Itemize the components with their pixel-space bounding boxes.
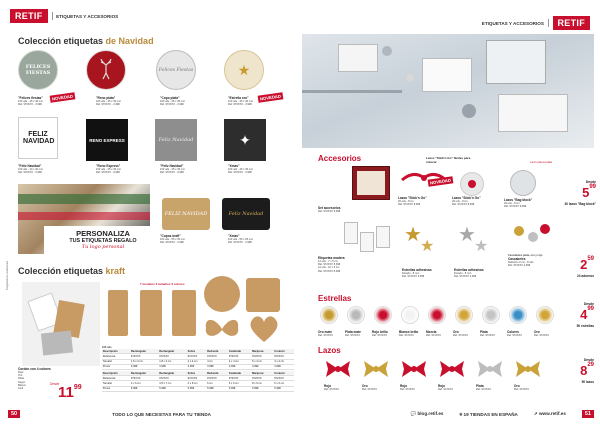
kraft-tags-photo [22, 282, 100, 366]
kraft-table-cell: 972XXX [130, 376, 158, 381]
footer-tagline: TODO LO QUE NECESITAS PARA TU TIENDA [112, 411, 211, 417]
bow-star-icon [455, 306, 473, 324]
label-xmas-dark: Feliz Navidad [222, 198, 270, 230]
kraft-butterfly [204, 316, 240, 342]
kraft-table-cell: 3,99€ [251, 364, 273, 369]
cordon-color: Oro [18, 374, 23, 378]
caption-7: "Feliz Navidad" 100 uds - 45 x 45 mm Ref. 970XXX - 3,99€ [160, 164, 186, 175]
kraft-table-cell: 5,99€ [159, 386, 187, 391]
kraft-table-cell: 5,99€ [187, 386, 207, 391]
bow-star-icon [509, 306, 527, 324]
price-from: Desde [50, 382, 60, 386]
estrellas-caption-2: Estrellas adhesivas Dorado - 8 mm Ref. 972XXX 3,99€ [454, 268, 484, 279]
wood-tag-1 [344, 222, 358, 244]
kraft-table-cell: 4 x 8 cm [187, 381, 207, 386]
section-label: ETIQUETAS Y ACCESORIOS [481, 20, 544, 26]
caption-10: "Xmas" 100 uds - 55 x 35 mm Ref. 970XXX - 3,99€ [228, 234, 254, 245]
bagblock-caption: Lazos "Bag block" 30 uds - 8 cm Ref. 972XXX 9,99€ [504, 198, 533, 209]
kraft-rect-2 [140, 290, 162, 336]
blog-link[interactable]: 💬 blog.retif.es [410, 411, 444, 416]
stickngo-caption-2: Lazos "Stick'n Go" 20 uds - 8 cm Ref. 972XXX 8,99€ [452, 196, 481, 207]
wood-tag-2 [360, 232, 374, 252]
kraft-table-cell: 6 x 6 cm [273, 381, 294, 386]
kraft-table-cell: Redonda [206, 349, 228, 354]
estrellas-caption-1: Estrellas adhesivas Dorado - 8 mm Ref. 972XXX 3,99€ [402, 268, 432, 279]
ribbon-bow-icon [514, 358, 542, 380]
caption-9: "Copos kraft" 100 uds - 55 x 35 mm Ref. 970XXX - 3,99€ [160, 234, 186, 245]
kraft-rect-1 [108, 290, 128, 336]
price-4-99: Desde $4^{99}$ 50 estrellas [576, 302, 594, 328]
bell-icon [528, 232, 538, 242]
star-caption: Mezcla Ref. 972XXX [426, 330, 441, 337]
bow-caption: Rojo Ref. 972XXX [438, 384, 453, 391]
label-xmas [224, 119, 266, 161]
kraft-table-cell: 5,99€ [206, 386, 228, 391]
ribbon-bow-icon [438, 358, 466, 380]
kraft-table-cell: Descripción [102, 371, 130, 376]
cordon-block: Cordón con 4 colores Rojo Oro Plata Negro Blanco Azul [18, 367, 88, 390]
kraft-table-cell: Referencia [102, 354, 130, 359]
christmas-labels-title: Colección etiquetas de Navidad [18, 36, 154, 46]
bow-caption: Oro Ref. 972XXX [514, 384, 529, 391]
retif-logo: RETIF [10, 9, 48, 23]
label-estrella-oro [224, 50, 264, 90]
kraft-table-cell: 972XXX [228, 376, 251, 381]
cordon-color: Rojo [18, 371, 24, 374]
star-icon: ✦ [239, 131, 251, 148]
caption-3: "Copo plata" 100 uds - 45 x 45 mm Ref. 970XXX - 3,99€ [160, 96, 186, 107]
kraft-table-cell: Sobre [187, 371, 207, 376]
side-note: Pregúntenos condiciones [6, 260, 9, 290]
cordon-color: Plata [18, 377, 24, 381]
kraft-table-cell: 3,99€ [228, 364, 251, 369]
kraft-table-cell: 8 x 6 cm [251, 381, 273, 386]
bow-star-icon [401, 306, 419, 324]
caption-2: "Reno plata" 100 uds - 45 x 45 mm Ref. 970XXX - 3,99€ [96, 96, 122, 107]
page-number: 50 [8, 410, 20, 418]
stores-link[interactable]: ⌾ 19 TIENDAS EN ESPAÑA [459, 411, 518, 417]
kraft-table-cell: Rectangular [130, 371, 158, 376]
bow-caption: Rojo Ref. 972XXX [324, 384, 339, 391]
kraft-table-cell: 4 x 4 cm [228, 359, 251, 364]
bow-star-icon [320, 306, 338, 324]
left-header [10, 9, 118, 23]
gold-star-icon: ★ [420, 238, 435, 255]
kraft-table-cell: Referencia [102, 376, 130, 381]
kraft-table-cell: 3 x 6 cm [130, 381, 158, 386]
bagblock-note: Lazo plana plata [530, 160, 553, 164]
label-reno-plata [86, 50, 126, 90]
kraft-heart [248, 314, 280, 344]
novedad-badge: NOVEDAD [428, 176, 454, 186]
set-accesorios-image [352, 166, 390, 200]
silver-star-icon: ★ [458, 224, 476, 246]
kraft-labels-title: Colección etiquetas kraft [18, 266, 126, 276]
right-footer [300, 408, 596, 420]
kraft-table-cell: 972XXX [187, 376, 207, 381]
estrellas-title: Estrellas [318, 294, 352, 303]
star-icon: ★ [237, 61, 251, 78]
star-caption: Plata Ref. 972XXX [480, 330, 495, 337]
ribbon-bow-icon [324, 358, 352, 380]
caption-1: "Felices fiestas" 100 uds - 45 x 45 mm Ref. 970XXX - 3,99€ [18, 96, 44, 107]
caption-6: "Reno Express" 100 uds - 45 x 45 mm Ref. 970XXX - 3,99€ [96, 164, 122, 175]
kraft-table-cell: 972XXX [206, 376, 228, 381]
kraft-table-row [102, 364, 294, 369]
kraft-table-cell: Mariposa [251, 349, 273, 354]
bell-icon [514, 226, 524, 236]
bell-icon [540, 224, 550, 234]
price-8-29: Desde $8^{29}$ 50 lazos [580, 358, 594, 384]
kraft-table-cell: 6 cm [206, 381, 228, 386]
star-caption: Oro Ref. 972XXX [453, 330, 468, 337]
lazos-title: Lazos [318, 346, 341, 355]
hero-photo [302, 34, 594, 148]
kraft-table-cell: Rectangular [159, 349, 187, 354]
star-caption: Plata mate Ref. 972XXX [345, 330, 361, 337]
kraft-table-cell: Precio [102, 386, 130, 391]
kraft-table-cell: 972XXX [206, 354, 228, 359]
kraft-table-cell: 3,99€ [159, 364, 187, 369]
price-11-99: $11^{99}$ [58, 384, 82, 401]
kraft-table-cell: 5,99€ [251, 386, 273, 391]
kraft-table-cell: 5,99€ [273, 386, 294, 391]
kraft-table-cell: Rectangular [130, 349, 158, 354]
kraft-table-cell: 3,99€ [130, 364, 158, 369]
section-label: ETIQUETAS Y ACCESORIOS [56, 13, 119, 19]
kraft-table-cell: 5,99€ [130, 386, 158, 391]
cascabeles-caption: Cascabeles plata, oro y rojo Cascabeles Diámetro 2 cm - 8 uds Ref. 972XXX 2,99€ [508, 254, 543, 268]
price-2-59: $2^{59}$ 24 adornos [576, 256, 594, 278]
label-feliz-navidad-grey: Feliz Navidad [155, 119, 197, 161]
bow-star-icon [428, 306, 446, 324]
kraft-envelope [172, 290, 196, 336]
cordon-color: Azul [18, 387, 24, 391]
stickngo-caption-1: Lazos "Stick'n Go" 20 uds - 8 cm Ref. 972XXX 8,99€ [398, 196, 427, 207]
kraft-table-small [102, 349, 294, 370]
kraft-table-cell: 972XXX [273, 376, 294, 381]
caption-5: "Feliz Navidad" 100 uds - 40 x 40 mm Ref. 970XXX - 3,99€ [18, 164, 44, 175]
kraft-table-row [102, 386, 294, 391]
label-reno-express: RENO EXPRESS [86, 119, 128, 161]
bow-star-icon [482, 306, 500, 324]
kraft-table-cell: 6 x 6 cm [228, 381, 251, 386]
kraft-table-cell: Corazón [273, 371, 294, 376]
kraft-shapes-note: 7 modelos 2 tamaños 3 colores [140, 282, 185, 286]
kraft-table-cell: 3,5 x 7 cm [159, 381, 187, 386]
star-caption: Blanco brillo Ref. 972XXX [399, 330, 419, 337]
kraft-table-cell: 972XXX [228, 354, 251, 359]
kraft-table-large [102, 371, 294, 392]
label-felices-fiestas: FELICES FIESTAS [18, 50, 58, 90]
star-caption: Colores Ref. 972XXX [507, 330, 522, 337]
kraft-table-cell: 4 x 4 cm [273, 359, 294, 364]
kraft-table-cell: Mariposa [251, 371, 273, 376]
kraft-table-cell: Cuadrada [228, 371, 251, 376]
wood-tag-3 [376, 226, 390, 248]
ribbon-bow-icon [476, 358, 504, 380]
reindeer-icon [95, 59, 117, 81]
novedad-badge: NOVEDAD [50, 92, 76, 102]
kraft-table-cell: 1,5 x 3 cm [130, 359, 158, 364]
kraft-table-cell: 972XXX [159, 354, 187, 359]
label-feliz-navidad-gold: FELIZ NAVIDAD [18, 117, 58, 159]
bagblock-image [510, 170, 536, 196]
bow-star-icon [374, 306, 392, 324]
cordon-color: Blanco [18, 383, 26, 387]
bow-caption: Rojo Ref. 972XXX [400, 384, 415, 391]
chat-icon: 💬 [410, 411, 417, 416]
ribbon-bow-icon [362, 358, 390, 380]
kraft-table-cell: Rectangular [159, 371, 187, 376]
kraft-table-cell: 6 x 4 cm [251, 359, 273, 364]
kraft-table-cell: 1,8 x 4 cm [159, 359, 187, 364]
ribbon-bow-icon [400, 358, 428, 380]
personaliza-box: PERSONALIZA TUS ETIQUETAS REGALO Tu logo personal [44, 226, 162, 260]
set-accesorios-caption: Set accesorios Ref. 972XXX 9,99€ [318, 206, 341, 213]
kraft-table-cell: Redonda [206, 371, 228, 376]
cursor-icon: ➚ [533, 411, 538, 416]
stickngo-note: Lazos "Stick'n Go" fáciles para colocar [426, 156, 471, 164]
kraft-table-cell: 972XXX [187, 354, 207, 359]
kraft-table-cell: Precio [102, 364, 130, 369]
web-link[interactable]: ➚ www.retif.es [533, 411, 566, 416]
kraft-table-cell: 2 x 4 cm [187, 359, 207, 364]
kraft-table-cell: 972XXX [251, 354, 273, 359]
caption-4: "Estrella oro" 100 uds - 45 x 45 mm Ref. 970XXX - 3,99€ [228, 96, 254, 107]
caption-8: "Xmas" 100 uds - 45 x 45 mm Ref. 970XXX - 3,99€ [228, 164, 254, 175]
kraft-table-cell: 5,99€ [228, 386, 251, 391]
price-5-99: Desde $5^{99}$ 30 lazos "Bag block" [564, 180, 596, 206]
kraft-table-cell: 4 cm [206, 359, 228, 364]
kraft-table: 100 uds Descripción Rectangular Rectangular Sobre Redonda Cuadrada Mariposa Corazón Referencia 972XXX 972XXX 972XXX 972XXX 972XXX 972XXX 972XXX Tamaño 1,5 x 3 cm 1,8 x 4 cm 2 x 4 cm 4 cm 4 x 4 cm 6 x 4 cm 4 x 4 cm Precio 3,99€ 3,99€ 3,99€ 3,99€ 3,99€ 3,99€ 3,99€ Descripción Rectangular Rectangular Sobre Redonda Cuadrada Mariposa Corazón Referencia 972XXX 972XXX 972XXX 972XXX 972XXX 972XXX 972XXX Tamaño 3 x 6 cm 3,5 x 7 cm 4 x 8 cm 6 cm 6 x 6 cm 8 x 6 cm 6 x 6 cm Precio 5,99€ 5,99€ 5,99€ 5,99€ 5,99€ 5,99€ 5,99€ [102, 346, 294, 392]
etiquetas-madera-caption: Etiquetas madera 12 uds - 7 x 5 cm Ref. 972XXX 5,99€ 12 uds - 10 x 6 cm Ref. 972XXX 6,99€ [318, 256, 345, 273]
bow-caption: Oro Ref. 972XXX [362, 384, 377, 391]
cordon-color: Negro [18, 380, 26, 384]
kraft-table-cell: Descripción [102, 349, 130, 354]
bow-star-icon [347, 306, 365, 324]
label-copos-kraft: FELIZ NAVIDAD [162, 198, 210, 230]
kraft-table-cell: 972XXX [130, 354, 158, 359]
kraft-table-cell: Cuadrada [228, 349, 251, 354]
right-header [482, 16, 590, 30]
kraft-table-cell: Corazón [273, 349, 294, 354]
kraft-table-cell: 3,99€ [273, 364, 294, 369]
label-copo-plata: Felices Fiestas [156, 50, 196, 90]
page-number: 51 [582, 410, 594, 418]
star-caption: Oro mate Ref. 972XXX [318, 330, 333, 337]
novedad-badge: NOVEDAD [258, 92, 284, 102]
kraft-table-cell: 3,99€ [206, 364, 228, 369]
kraft-table-cell: Tamaño [102, 359, 130, 364]
silver-star-icon: ★ [474, 238, 489, 255]
pin-icon: ⌾ [459, 411, 463, 417]
kraft-table-cell: Tamaño [102, 381, 130, 386]
bow-star-icon [536, 306, 554, 324]
right-page [300, 0, 600, 424]
left-footer [8, 408, 298, 420]
retif-logo: RETIF [553, 16, 591, 30]
kraft-table-cell: 3,99€ [187, 364, 207, 369]
kraft-table-cell: 972XXX [273, 354, 294, 359]
kraft-table-cell: 972XXX [159, 376, 187, 381]
bow-caption: Plata Ref. 972XXX [476, 384, 491, 391]
kraft-table-cell: Sobre [187, 349, 207, 354]
star-caption: Rojo brillo Ref. 972XXX [372, 330, 388, 337]
gold-star-icon: ★ [404, 224, 422, 246]
kraft-square [246, 278, 280, 312]
accesorios-title: Accesorios [318, 154, 362, 163]
kraft-round [204, 276, 240, 312]
kraft-table-cell: 972XXX [251, 376, 273, 381]
stickngo-white-image [458, 170, 486, 198]
star-caption: Oro Ref. 972XXX [534, 330, 549, 337]
